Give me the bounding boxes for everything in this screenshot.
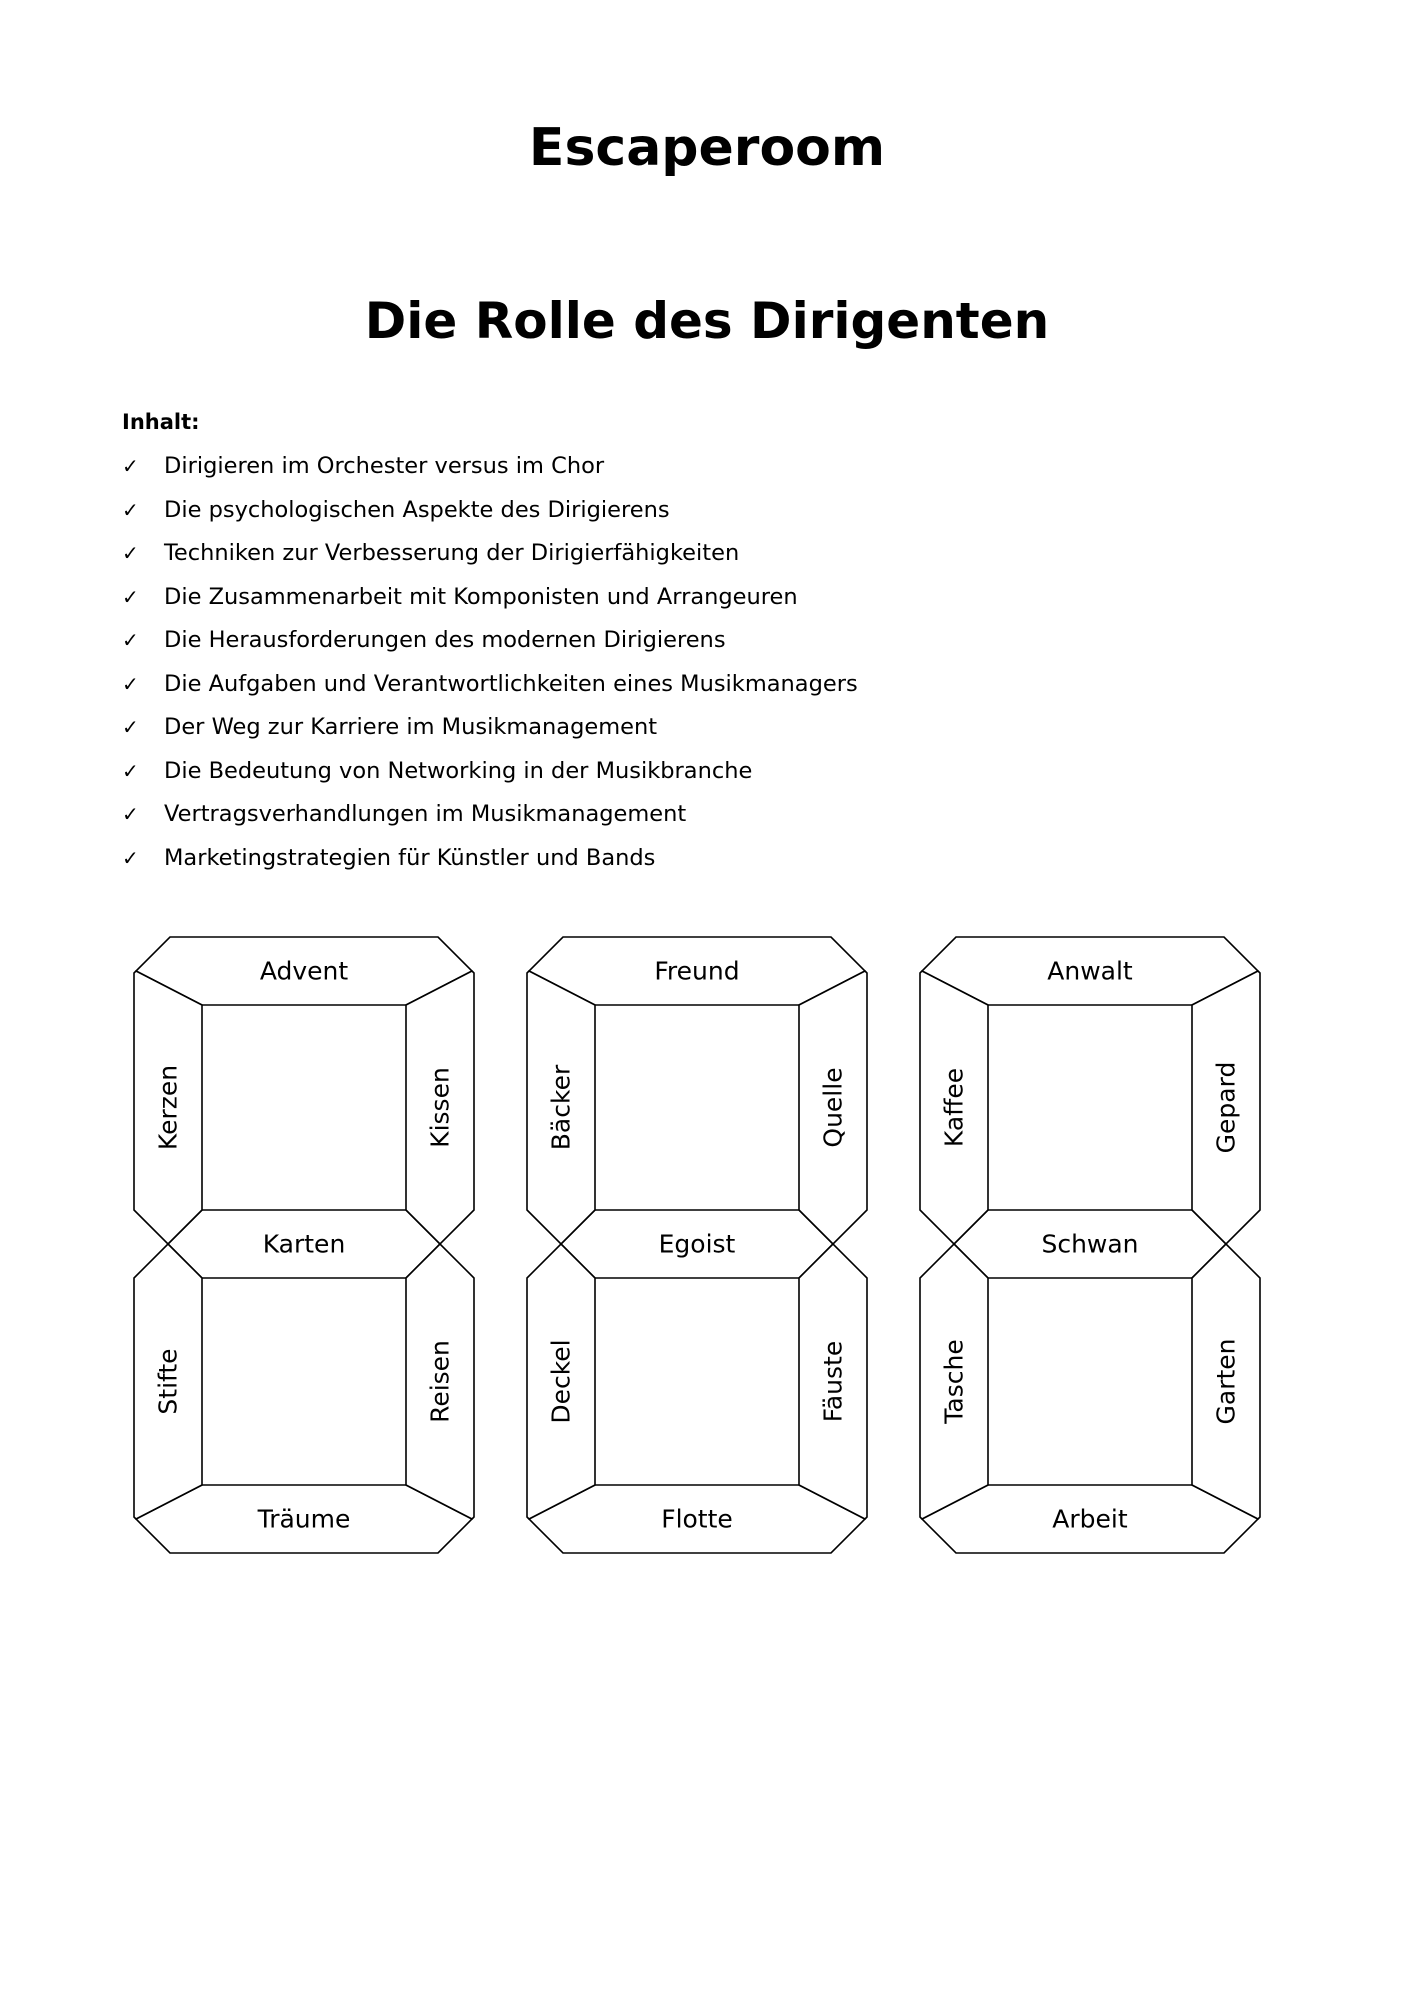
segment-label-upper-right: Kissen: [425, 1067, 455, 1148]
segment-label-top: Advent: [259, 956, 349, 986]
segment-label-upper-right: Gepard: [1211, 1061, 1241, 1154]
segment-label-middle: Egoist: [658, 1229, 736, 1259]
segment-label-upper-left: Bäcker: [546, 1064, 576, 1151]
segment-label-upper-left: Kaffee: [939, 1067, 969, 1148]
segment-label-bottom: Flotte: [661, 1504, 733, 1534]
checkmark-icon: ✓: [122, 541, 139, 565]
list-item-text: Der Weg zur Karriere im Musikmanagement: [164, 714, 658, 740]
checkmark-icon: ✓: [122, 758, 139, 783]
checkmark-icon: ✓: [122, 628, 139, 652]
segment-label-lower-right: Fäuste: [818, 1340, 848, 1423]
checkmark-icon: ✓: [122, 454, 139, 478]
segment-label-lower-right: Reisen: [425, 1340, 455, 1423]
checkmark-icon: ✓: [122, 671, 139, 696]
checkmark-icon: ✓: [122, 802, 139, 826]
segment-label-top: Freund: [654, 956, 740, 986]
list-item-text: Die Aufgaben und Verantwortlichkeiten eines Musikmanagers: [164, 670, 858, 697]
list-item-text: Dirigieren im Orchester versus im Chor: [164, 453, 605, 479]
list-item-text: Die Bedeutung von Networking in der Musikbranche: [164, 757, 753, 784]
list-item-text: Die psychologischen Aspekte des Dirigierens: [164, 496, 670, 523]
contents-heading: Inhalt:: [122, 410, 200, 434]
list-item-text: Die Zusammenarbeit mit Komponisten und Arrangeuren: [164, 583, 798, 610]
segment-label-bottom: Arbeit: [1052, 1504, 1128, 1534]
segment-label-middle: Karten: [262, 1229, 346, 1259]
segment-label-lower-left: Tasche: [939, 1339, 969, 1424]
page-title: Escaperoom: [528, 118, 886, 178]
list-item-text: Techniken zur Verbesserung der Dirigierfähigkeiten: [164, 540, 740, 566]
segment-label-upper-right: Quelle: [818, 1067, 848, 1148]
segment-label-top: Anwalt: [1047, 956, 1133, 986]
checkmark-icon: ✓: [122, 845, 139, 870]
list-item-text: Die Herausforderungen des modernen Dirigierens: [164, 627, 726, 653]
page-subtitle: Die Rolle des Dirigenten: [364, 292, 1050, 350]
checkmark-icon: ✓: [122, 584, 139, 609]
segment-label-lower-left: Stifte: [153, 1348, 183, 1415]
segment-label-middle: Schwan: [1041, 1229, 1139, 1259]
segment-label-lower-right: Garten: [1211, 1338, 1241, 1425]
segment-label-upper-left: Kerzen: [153, 1064, 183, 1151]
checkmark-icon: ✓: [122, 715, 139, 739]
checkmark-icon: ✓: [122, 497, 139, 522]
segment-label-lower-left: Deckel: [546, 1339, 576, 1424]
segment-label-bottom: Träume: [257, 1504, 351, 1534]
list-item-text: Marketingstrategien für Künstler und Bands: [164, 844, 656, 871]
list-item-text: Vertragsverhandlungen im Musikmanagement: [164, 801, 687, 827]
